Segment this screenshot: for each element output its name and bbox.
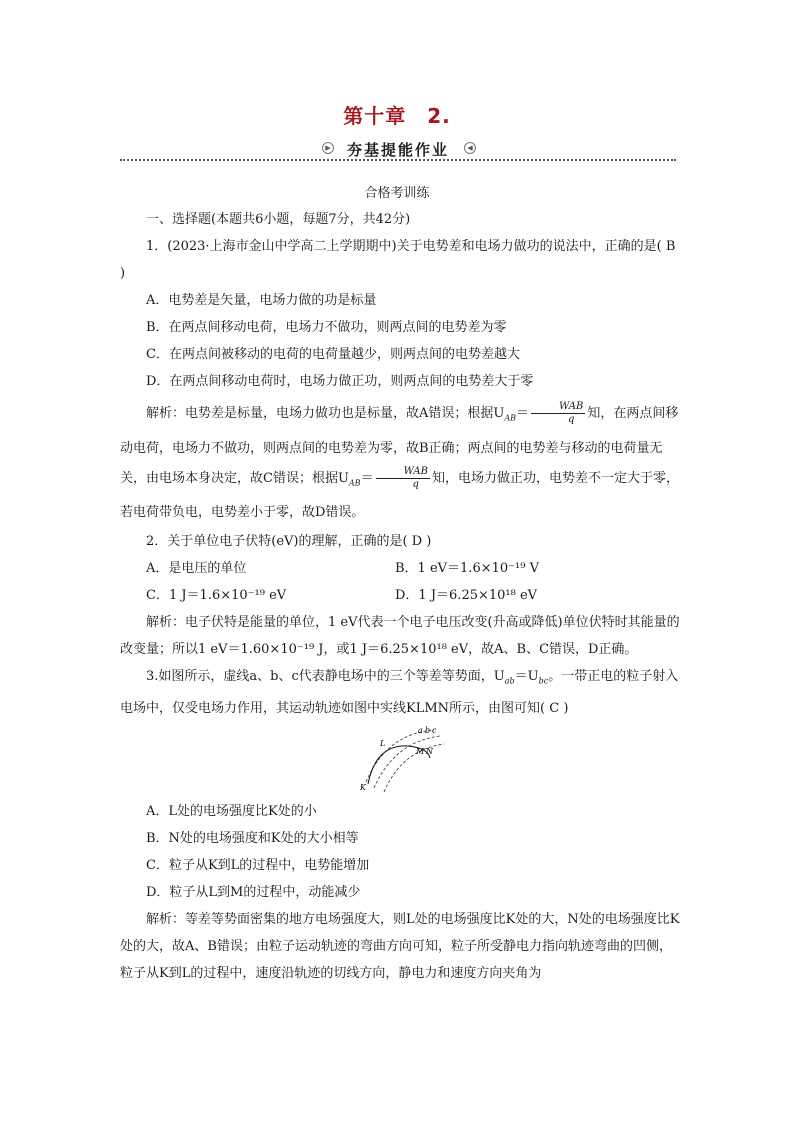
chapter-title: 第十章 2. — [343, 104, 451, 128]
q2-options-row-1 — [120, 555, 682, 582]
q2-analysis: 解析：电子伏特是能量的单位，1 eV代表一个电子电压改变(升高或降低)单位伏特时其能量的改变量；所以1 eV＝1.60×10⁻¹⁹ J，或1 J＝6.25×10¹⁸ eV，故A、B、C错误，D正确。 — [120, 615, 680, 658]
q2-option-d: D．1 J＝6.25×10¹⁸ eV — [395, 588, 538, 604]
label-b: b — [425, 725, 431, 735]
q3-stem-eq: ＝U — [514, 669, 539, 685]
q1-analysis-part-a: 解析：电势差是标量，电场力做功也是标量，故A错误；根据U — [146, 406, 505, 421]
label-l: L — [380, 738, 386, 748]
q2-option-b: B．1 eV＝1.6×10⁻¹⁹ V — [395, 561, 539, 577]
q3-option-b: B．N处的电场强度和K处的大小相等 — [146, 830, 359, 846]
fraction-numerator-2: WAB — [376, 466, 430, 479]
label-m: M — [416, 746, 425, 756]
q3-option-c: C．粒子从K到L的过程中，电势能增加 — [146, 857, 370, 873]
subscript-ab-q3: ab — [504, 676, 515, 686]
label-a: a — [418, 725, 423, 735]
q1-option-d: D．在两点间移动电荷时，电场力做正功，则两点间的电势差大于零 — [146, 374, 534, 389]
play-left-icon: ◀ — [464, 142, 476, 154]
q1-analysis — [120, 399, 682, 528]
q3-option-d: D．粒子从L到M的过程中，动能减少 — [146, 884, 361, 900]
q2-option-c: C．1 J＝1.6×10⁻¹⁹ eV — [146, 588, 287, 604]
equals-sign-2: ＝ — [360, 470, 374, 486]
q1-analysis-part-c: 知，电场力做正功，电势差不一定大于零，若电荷带负电，电势差小于零，故D错误。 — [120, 470, 679, 521]
section-banner — [120, 137, 676, 161]
question-2-stem: 2．关于单位电子伏特(eV)的理解，正确的是( D ) — [146, 534, 432, 550]
label-k: K — [360, 782, 366, 792]
sub-title: 合格考训练 — [364, 186, 430, 201]
question-1-stem: 1．(2023·上海市金山中学高二上学期期中)关于电势差和电场力做功的说法中，正确的是( B ) — [120, 239, 676, 281]
q1-option-b: B．在两点间移动电荷，电场力不做功，则两点间的电势差为零 — [146, 320, 507, 335]
equipotential-a — [366, 730, 434, 782]
q2-option-a: A．是电压的单位 — [146, 561, 247, 577]
q1-option-c: C．在两点间被移动的电荷的电荷量越少，则两点间的电势差越大 — [146, 347, 520, 362]
label-c: c — [432, 725, 437, 735]
q2-options-row-2 — [120, 582, 682, 609]
q1-option-a: A．电势差是矢量，电场力做的功是标量 — [146, 293, 377, 308]
subscript-bc-q3: bc — [538, 676, 549, 686]
q3-stem-part-b: 。一带正电的粒子射入电场中，仅受电场力作用，其运动轨迹如图中实线KLMN所示，由图可知( C ) — [120, 669, 679, 716]
equipotential-diagram — [356, 724, 446, 792]
equals-sign: ＝ — [516, 406, 530, 421]
fraction-denominator-2: q — [412, 478, 419, 490]
content — [120, 206, 682, 987]
equipotential-figure — [120, 724, 682, 794]
play-right-icon: ▶ — [322, 142, 334, 154]
q3-stem-part-a: 3.如图所示，虚线a、b、c代表静电场中的三个等差等势面，U — [146, 669, 505, 685]
q1-analysis-part-b: 知，在两点间移动电荷，电场力不做功，则两点间的电势差为零，故B正确；两点间的电势差与移动的电荷量无关，由电场本身决定，故C错误；根据U — [120, 406, 679, 486]
subscript-ab: AB — [504, 413, 517, 423]
banner-label: 夯基提能作业 — [346, 141, 449, 159]
section-heading: 一、选择题(本题共6小题，每题7分，共42分) — [146, 212, 411, 227]
equipotential-c — [384, 744, 444, 792]
q3-analysis: 解析：等差等势面密集的地方电场强度大，则L处的电场强度比K处的大，N处的电场强度比K处的大，故A、B错误；由粒子运动轨迹的弯曲方向可知，粒子所受静电力指向轨迹弯曲的凹侧，粒子从K到L的过程中，速度沿轨迹的切线方向，静电力和速度方向夹角为 — [120, 911, 680, 981]
label-n: N — [426, 746, 433, 756]
fraction-w-over-q — [531, 401, 585, 426]
subscript-ab-2: AB — [348, 478, 361, 488]
q3-option-a: A．L处的电场强度比K处的小 — [146, 803, 317, 819]
question-3-stem — [120, 663, 682, 722]
fraction-w-over-q-2 — [376, 466, 430, 491]
fraction-numerator: WAB — [531, 401, 585, 414]
fraction-denominator: q — [568, 414, 575, 425]
